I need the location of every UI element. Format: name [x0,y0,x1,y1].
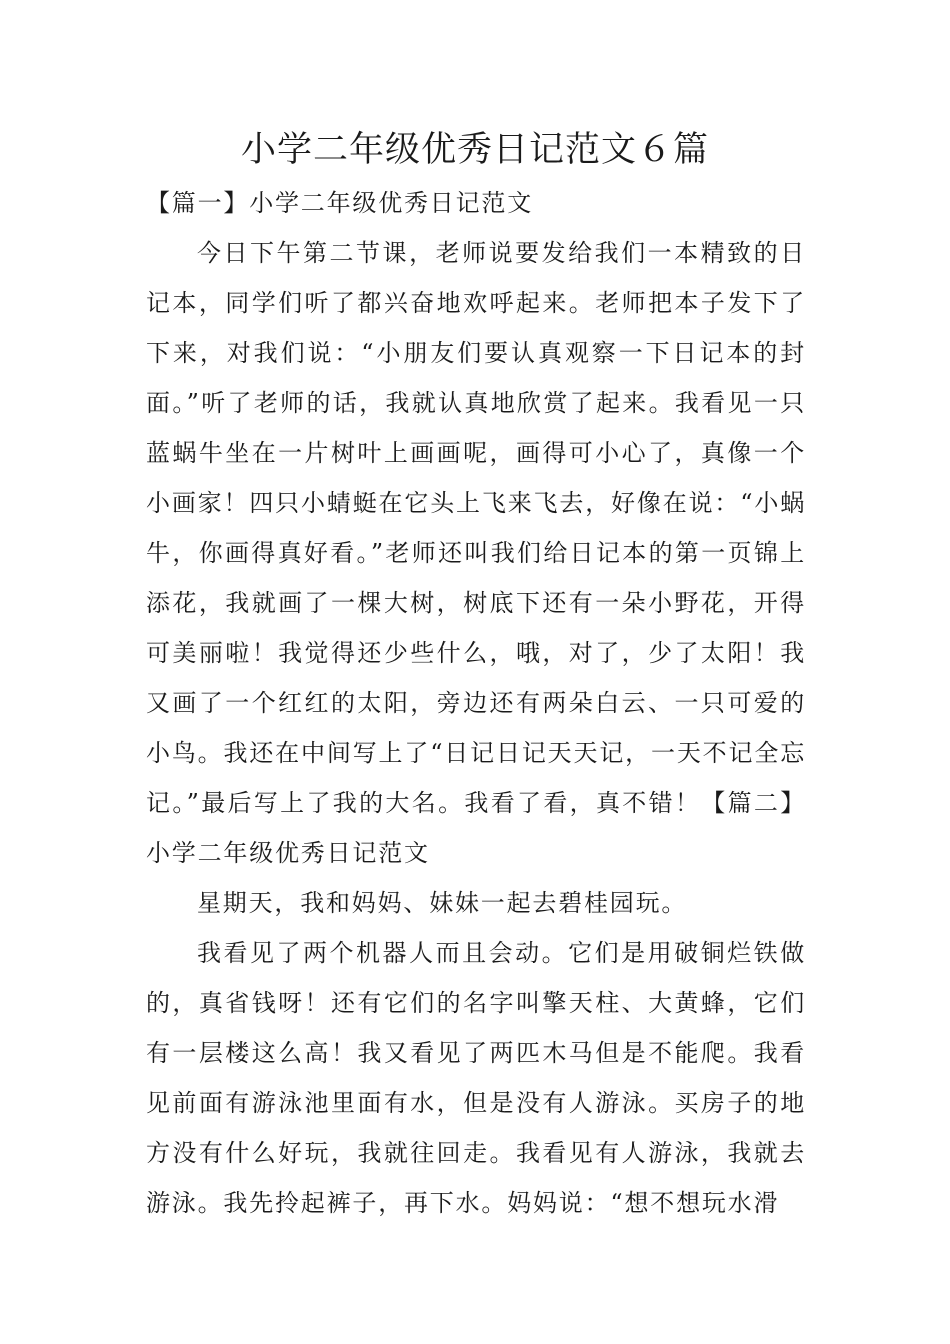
section-2-heading: 【篇二】小学二年级优秀日记范文 [146,789,807,867]
section-2-paragraph-2: 我看见了两个机器人而且会动。它们是用破铜烂铁做的，真省钱呀！还有它们的名字叫擎天柱、大黄蜂，它们有一层楼这么高！我又看见了两匹木马但是不能爬。我看见前面有游泳池里面有水，但是没有人游泳。买房子的地方没有什么好玩，我就往回走。我看见有人游泳，我就去游泳。我先拎起裤子，再下水。妈妈说：“想不想玩水滑 [146,939,806,1217]
section-2-paragraph-1: 星期天，我和妈妈、妹妹一起去碧桂园玩。 [197,889,688,917]
document-body [146,178,806,1228]
section-1-heading: 【篇一】小学二年级优秀日记范文 [146,189,533,217]
section-1-paragraph-1 [146,228,806,878]
document-title: 小学二年级优秀日记范文６篇 [240,130,709,170]
section-1-paragraph-1-text: 今日下午第二节课，老师说要发给我们一本精致的日记本，同学们听了都兴奋地欢呼起来。老师把本子发下了下来，对我们说：“小朋友们要认真观察一下日记本的封面。”听了老师的话，我就认真地欣赏了起来。我看见一只蓝蜗牛坐在一片树叶上画画呢，画得可小心了，真像一个小画家！四只小蜻蜓在它头上飞来飞去，好像在说：“小蜗牛，你画得真好看。”老师还叫我们给日记本的第一页锦上添花，我就画了一棵大树，树底下还有一朵小野花，开得可美丽啦！我觉得还少些什么，哦，对了，少了太阳！我又画了一个红红的太阳，旁边还有两朵白云、一只可爱的小鸟。我还在中间写上了“日记日记天天记，一天不记全忘记。”最后写上了我的大名。我看了看，真不错！ [146,239,806,817]
